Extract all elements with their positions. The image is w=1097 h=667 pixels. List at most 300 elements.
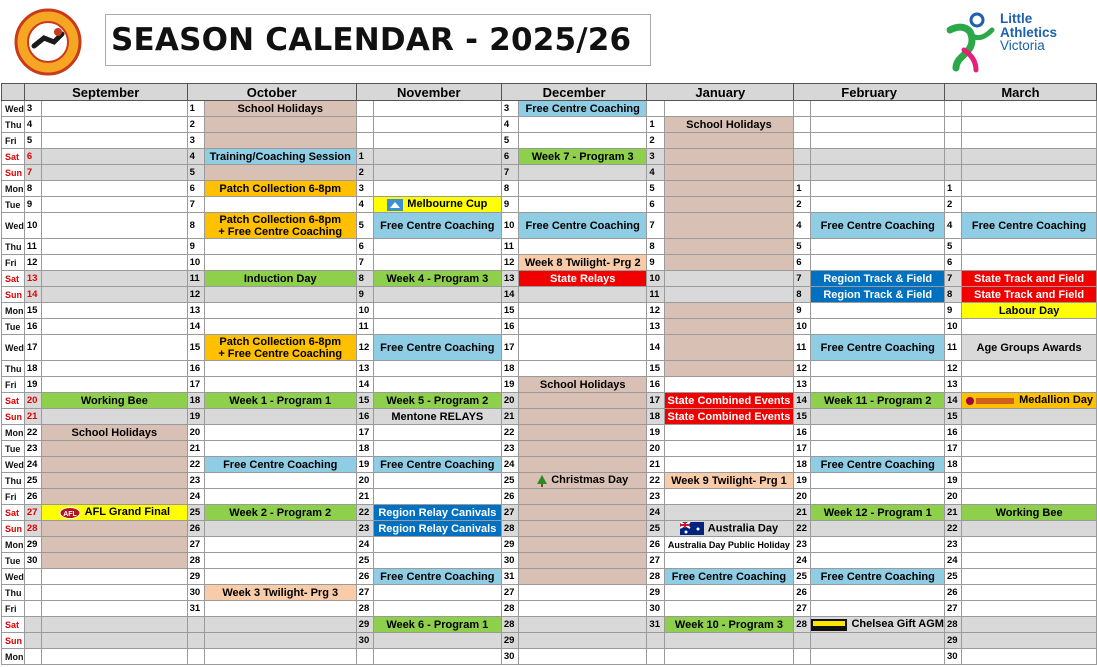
event-cell[interactable] [204,505,356,521]
date-number: 18 [944,457,961,473]
event-cell[interactable] [204,489,356,505]
event-cell[interactable] [519,425,647,441]
event-cell[interactable] [811,239,945,255]
event-cell[interactable] [519,585,647,601]
event-cell[interactable] [204,585,356,601]
event-cell[interactable] [664,271,794,287]
event-cell[interactable] [962,287,1097,303]
date-number [944,101,961,117]
event-cell[interactable] [42,505,188,521]
calendar-row [2,649,1097,665]
event-cell[interactable] [519,271,647,287]
event-cell[interactable] [204,213,356,239]
event-cell[interactable] [42,133,188,149]
event-cell[interactable] [42,165,188,181]
event-cell[interactable] [811,409,945,425]
event-cell[interactable] [42,271,188,287]
date-number [794,133,811,149]
event-cell[interactable] [204,255,356,271]
event-cell[interactable] [42,319,188,335]
event-cell[interactable] [664,521,794,537]
event-cell[interactable] [962,149,1097,165]
event-cell[interactable] [962,101,1097,117]
event-cell[interactable] [42,521,188,537]
event-cell[interactable] [519,361,647,377]
event-cell[interactable] [811,441,945,457]
event-cell[interactable] [519,133,647,149]
calendar-row [2,569,1097,585]
event-cell[interactable] [962,303,1097,319]
date-number: 1 [794,181,811,197]
event-cell[interactable] [204,165,356,181]
event-cell[interactable] [664,489,794,505]
event-cell[interactable] [664,335,794,361]
event-cell[interactable] [373,117,501,133]
event-cell[interactable] [664,149,794,165]
event-cell[interactable] [519,181,647,197]
event-cell[interactable] [664,617,794,633]
event-cell[interactable] [811,319,945,335]
event-cell[interactable] [811,617,945,633]
event-cell[interactable] [519,617,647,633]
event-cell[interactable] [204,553,356,569]
event-cell[interactable] [664,569,794,585]
event-cell[interactable] [811,473,945,489]
event-cell[interactable] [811,255,945,271]
event-cell[interactable] [204,649,356,665]
event-cell[interactable] [519,165,647,181]
event-cell[interactable] [204,133,356,149]
event-cell[interactable] [664,361,794,377]
date-number: 11 [24,239,41,255]
date-number: 27 [24,505,41,521]
weekday-label: Tue [2,441,25,457]
event-cell[interactable] [664,425,794,441]
event-cell[interactable] [373,213,501,239]
event-cell[interactable] [373,585,501,601]
event-cell[interactable] [664,537,794,553]
event-cell[interactable] [811,165,945,181]
event-cell[interactable] [204,117,356,133]
event-cell[interactable] [962,601,1097,617]
event-cell[interactable] [42,239,188,255]
event-cell[interactable] [811,361,945,377]
event-cell[interactable] [42,489,188,505]
date-number: 4 [647,165,664,181]
event-cell[interactable] [42,617,188,633]
event-cell[interactable] [42,649,188,665]
event-cell[interactable] [204,569,356,585]
event-cell[interactable] [373,255,501,271]
event-cell[interactable] [811,287,945,303]
event-cell[interactable] [664,409,794,425]
event-cell[interactable] [204,409,356,425]
event-label: Patch Collection 6-8pm [219,213,342,226]
event-cell[interactable] [204,633,356,649]
event-cell[interactable] [962,165,1097,181]
event-cell[interactable] [519,521,647,537]
event-cell[interactable] [962,569,1097,585]
event-cell[interactable] [962,633,1097,649]
event-cell[interactable] [811,197,945,213]
event-cell[interactable] [811,649,945,665]
event-cell[interactable] [962,181,1097,197]
date-number: 16 [794,425,811,441]
event-cell[interactable] [42,361,188,377]
date-number: 7 [24,165,41,181]
event-cell[interactable] [811,489,945,505]
calendar-row [2,617,1097,633]
event-label: State Combined Events [667,410,791,423]
event-cell[interactable] [664,457,794,473]
date-number: 31 [647,617,664,633]
event-cell[interactable] [204,377,356,393]
event-cell[interactable] [811,335,945,361]
event-cell[interactable] [519,537,647,553]
event-cell[interactable] [962,473,1097,489]
event-cell[interactable] [962,553,1097,569]
date-number: 4 [187,149,204,165]
event-cell[interactable] [42,213,188,239]
calendar-row [2,553,1097,569]
event-cell[interactable] [962,335,1097,361]
event-cell[interactable] [373,633,501,649]
event-cell[interactable] [204,441,356,457]
event-label: Patch Collection 6-8pm [219,182,342,195]
event-cell[interactable] [204,181,356,197]
event-cell[interactable] [664,553,794,569]
event-cell[interactable] [373,271,501,287]
event-cell[interactable] [519,649,647,665]
event-cell[interactable] [664,165,794,181]
event-cell[interactable] [519,319,647,335]
calendar-row [2,149,1097,165]
event-cell[interactable] [811,425,945,441]
event-cell[interactable] [811,569,945,585]
date-number: 18 [501,361,518,377]
event-cell[interactable] [519,197,647,213]
event-cell[interactable] [664,133,794,149]
event-cell[interactable] [962,271,1097,287]
event-cell[interactable] [962,377,1097,393]
event-cell[interactable] [42,393,188,409]
event-cell[interactable] [962,585,1097,601]
calendar-row [2,505,1097,521]
date-number: 30 [187,585,204,601]
event-cell[interactable] [664,505,794,521]
event-cell[interactable] [373,393,501,409]
event-cell[interactable] [519,393,647,409]
event-cell[interactable] [664,287,794,303]
event-cell[interactable] [962,213,1097,239]
event-cell[interactable] [664,319,794,335]
event-cell[interactable] [373,425,501,441]
event-cell[interactable] [42,441,188,457]
event-cell[interactable] [664,213,794,239]
event-cell[interactable] [373,601,501,617]
event-cell[interactable] [664,473,794,489]
event-cell[interactable] [373,287,501,303]
event-cell[interactable] [962,197,1097,213]
event-cell[interactable] [962,489,1097,505]
event-cell[interactable] [42,255,188,271]
date-number: 7 [647,213,664,239]
event-cell[interactable] [962,425,1097,441]
event-cell[interactable] [811,271,945,287]
date-number: 18 [24,361,41,377]
event-cell[interactable] [373,377,501,393]
event-cell[interactable] [373,569,501,585]
event-cell[interactable] [962,617,1097,633]
event-cell[interactable] [42,601,188,617]
event-cell[interactable] [664,197,794,213]
event-cell[interactable] [42,585,188,601]
event-cell[interactable] [204,537,356,553]
event-cell[interactable] [519,633,647,649]
date-number: 7 [501,165,518,181]
event-cell[interactable] [962,133,1097,149]
date-number: 21 [187,441,204,457]
event-cell[interactable] [519,101,647,117]
weekday-label: Fri [2,133,25,149]
event-cell[interactable] [962,521,1097,537]
event-cell[interactable] [204,393,356,409]
calendar-row [2,377,1097,393]
event-cell[interactable] [204,601,356,617]
event-cell[interactable] [664,601,794,617]
event-cell[interactable] [373,335,501,361]
event-cell[interactable] [42,197,188,213]
event-cell[interactable] [811,585,945,601]
date-number: 19 [187,409,204,425]
event-cell[interactable] [664,441,794,457]
event-cell[interactable] [811,149,945,165]
event-cell[interactable] [373,457,501,473]
event-cell[interactable] [204,303,356,319]
date-number [794,117,811,133]
event-cell[interactable] [204,319,356,335]
date-number: 5 [944,239,961,255]
event-cell[interactable] [664,239,794,255]
date-number: 23 [501,441,518,457]
event-cell[interactable] [373,149,501,165]
event-cell[interactable] [373,165,501,181]
event-cell[interactable] [519,601,647,617]
event-cell[interactable] [962,649,1097,665]
event-cell[interactable] [204,197,356,213]
event-cell[interactable] [519,473,647,489]
event-cell[interactable] [664,181,794,197]
australian-flag-icon [680,522,708,534]
event-cell[interactable] [204,287,356,303]
event-cell[interactable] [42,149,188,165]
event-cell[interactable] [373,133,501,149]
event-cell[interactable] [373,521,501,537]
event-label: Induction Day [243,272,317,285]
event-cell[interactable] [42,335,188,361]
calendar-row [2,521,1097,537]
event-cell[interactable] [962,441,1097,457]
event-cell[interactable] [811,213,945,239]
event-cell[interactable] [664,117,794,133]
event-cell[interactable] [373,361,501,377]
event-cell[interactable] [519,117,647,133]
event-cell[interactable] [204,521,356,537]
event-cell[interactable] [962,117,1097,133]
event-cell[interactable] [519,149,647,165]
date-number: 3 [647,149,664,165]
weekday-label: Fri [2,601,25,617]
event-cell[interactable] [962,537,1097,553]
event-cell[interactable] [373,617,501,633]
date-number: 14 [647,335,664,361]
event-cell[interactable] [962,319,1097,335]
event-cell[interactable] [373,537,501,553]
event-cell[interactable] [373,473,501,489]
event-cell[interactable] [42,537,188,553]
event-cell[interactable] [519,457,647,473]
event-cell[interactable] [811,377,945,393]
event-cell[interactable] [204,239,356,255]
event-cell[interactable] [664,255,794,271]
event-cell[interactable] [811,101,945,117]
event-cell[interactable] [373,649,501,665]
event-cell[interactable] [42,377,188,393]
event-cell[interactable] [42,181,188,197]
date-number: 5 [187,165,204,181]
event-cell[interactable] [811,505,945,521]
event-cell[interactable] [42,409,188,425]
event-cell[interactable] [811,553,945,569]
event-cell[interactable] [42,117,188,133]
event-label-line2: + Free Centre Coaching [218,347,343,360]
event-cell[interactable] [664,649,794,665]
event-cell[interactable] [519,377,647,393]
date-number [187,617,204,633]
event-cell[interactable] [373,489,501,505]
event-cell[interactable] [962,255,1097,271]
event-cell[interactable] [664,393,794,409]
event-cell[interactable] [373,553,501,569]
event-cell[interactable] [811,601,945,617]
event-cell[interactable] [962,361,1097,377]
event-cell[interactable] [42,425,188,441]
date-number: 30 [647,601,664,617]
event-cell[interactable] [962,505,1097,521]
event-cell[interactable] [204,149,356,165]
event-cell[interactable] [42,633,188,649]
event-cell[interactable] [42,569,188,585]
event-cell[interactable] [519,213,647,239]
date-number: 12 [647,303,664,319]
date-number: 22 [794,521,811,537]
date-number: 23 [647,489,664,505]
event-cell[interactable] [373,239,501,255]
event-cell[interactable] [204,457,356,473]
event-cell[interactable] [519,303,647,319]
date-number: 17 [794,441,811,457]
date-number: 9 [187,239,204,255]
event-cell[interactable] [519,553,647,569]
event-cell[interactable] [962,409,1097,425]
event-cell[interactable] [42,457,188,473]
event-cell[interactable] [373,303,501,319]
date-number: 6 [794,255,811,271]
event-cell[interactable] [204,335,356,361]
event-cell[interactable] [204,101,356,117]
event-cell[interactable] [664,633,794,649]
event-cell[interactable] [811,133,945,149]
weekday-label: Sat [2,617,25,633]
event-cell[interactable] [519,505,647,521]
event-cell[interactable] [811,457,945,473]
event-cell[interactable] [373,197,501,213]
weekday-label: Thu [2,361,25,377]
calendar-row [2,393,1097,409]
event-cell[interactable] [811,303,945,319]
event-label: Week 5 - Program 2 [386,394,489,407]
date-number: 24 [647,505,664,521]
event-cell[interactable] [664,585,794,601]
event-cell[interactable] [519,441,647,457]
event-cell[interactable] [962,239,1097,255]
event-cell[interactable] [811,633,945,649]
event-cell[interactable] [811,521,945,537]
event-cell[interactable] [373,101,501,117]
event-cell[interactable] [373,319,501,335]
event-cell[interactable] [664,303,794,319]
event-cell[interactable] [204,473,356,489]
event-cell[interactable] [42,303,188,319]
event-cell[interactable] [664,377,794,393]
date-number [24,569,41,585]
event-cell[interactable] [962,393,1097,409]
event-cell[interactable] [373,409,501,425]
event-label: State Track and Field [974,272,1085,285]
event-cell[interactable] [811,117,945,133]
calendar-row [2,255,1097,271]
event-cell[interactable] [519,335,647,361]
event-cell[interactable] [519,255,647,271]
date-number: 23 [356,521,373,537]
event-cell[interactable] [42,287,188,303]
event-cell[interactable] [204,617,356,633]
event-cell[interactable] [42,473,188,489]
event-cell[interactable] [373,441,501,457]
event-cell[interactable] [811,181,945,197]
event-cell[interactable] [42,101,188,117]
weekday-label: Sat [2,149,25,165]
event-cell[interactable] [664,101,794,117]
event-cell[interactable] [811,537,945,553]
calendar-row [2,409,1097,425]
event-cell[interactable] [519,239,647,255]
event-cell[interactable] [519,489,647,505]
event-cell[interactable] [373,181,501,197]
event-cell[interactable] [962,457,1097,473]
event-cell[interactable] [519,287,647,303]
date-number: 22 [187,457,204,473]
date-number: 25 [187,505,204,521]
event-cell[interactable] [811,393,945,409]
event-cell[interactable] [204,271,356,287]
event-cell[interactable] [42,553,188,569]
event-cell[interactable] [204,361,356,377]
event-cell[interactable] [519,569,647,585]
event-cell[interactable] [519,409,647,425]
event-cell[interactable] [204,425,356,441]
event-cell[interactable] [373,505,501,521]
